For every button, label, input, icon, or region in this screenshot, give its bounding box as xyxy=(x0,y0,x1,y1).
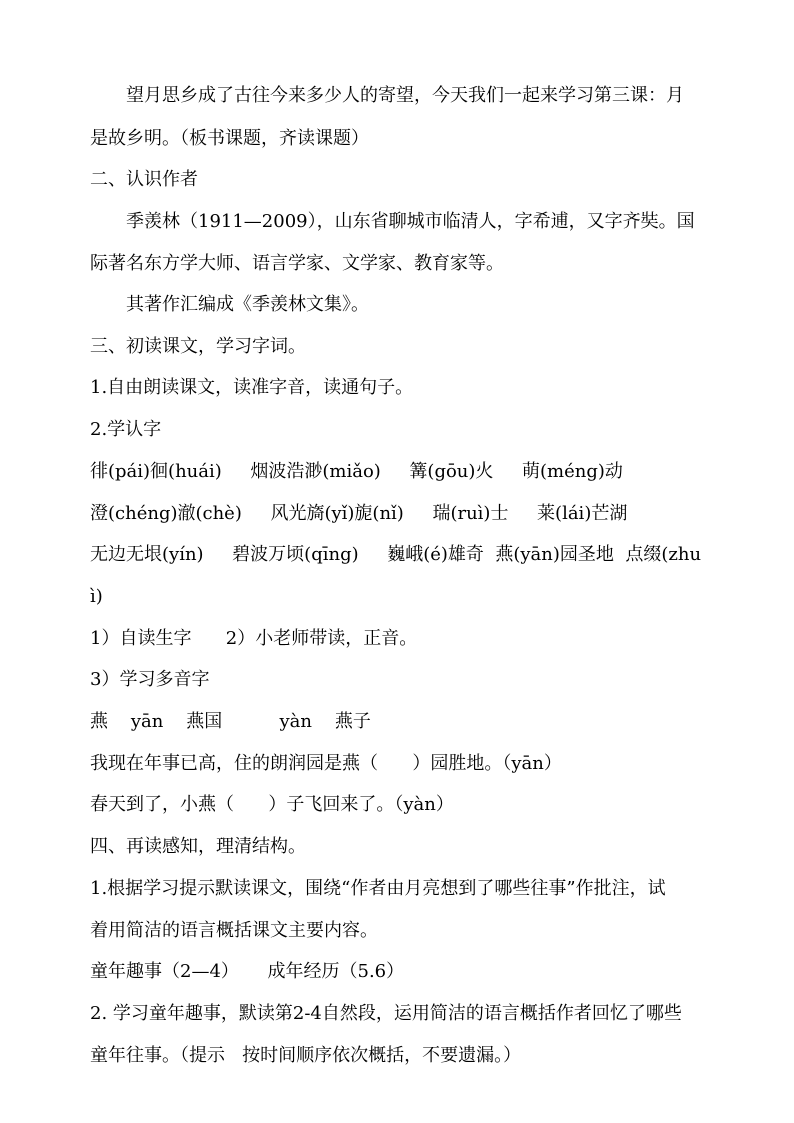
paragraph-line: 其著作汇编成《季羡林文集》。 xyxy=(126,294,369,315)
paragraph-line: 1.根据学习提示默读课文，围绕“作者由月亮想到了哪些往事”作批注，试 xyxy=(90,878,666,899)
paragraph-line: 2.学认字 xyxy=(90,419,162,440)
section-heading: 二、认识作者 xyxy=(90,169,198,190)
paragraph-line: 际著名东方学大师、语言学家、文学家、教育家等。 xyxy=(90,253,504,274)
vocabulary-line: 无边无垠(yín) 碧波万顷(qīng) 巍峨(é)雄奇 燕(yān)园圣地 点缀(zhu xyxy=(90,544,702,565)
vocabulary-line: ì) xyxy=(90,586,103,607)
vocabulary-line: 澄(chéng)澈(chè) 风光旖(yǐ)旎(nǐ) 瑞(ruì)士 莱(lái)芒湖 xyxy=(90,503,628,524)
paragraph-line: 我现在年事已高，住的朗润园是燕（ ）园胜地。（yān） xyxy=(90,753,562,774)
paragraph-line: 1）自读生字 2）小老师带读，正音。 xyxy=(90,628,418,649)
polyphone-line: 燕 yān 燕国 yàn 燕子 xyxy=(90,711,371,732)
paragraph-line: 春天到了，小燕（ ）子飞回来了。（yàn） xyxy=(90,794,454,815)
section-heading: 四、再读感知，理清结构。 xyxy=(90,836,306,857)
vocabulary-line: 徘(pái)徊(huái) 烟波浩渺(miǎo) 篝(gōu)火 萌(méng)动 xyxy=(90,461,623,482)
paragraph-line: 2. 学习童年趣事，默读第2-4自然段，运用简洁的语言概括作者回忆了哪些 xyxy=(90,1003,682,1024)
paragraph-line: 童年趣事（2—4） 成年经历（5.6） xyxy=(90,961,405,982)
paragraph-line: 童年往事。（提示 按时间顺序依次概括，不要遗漏。） xyxy=(90,1045,522,1066)
paragraph-line: 1.自由朗读课文，读准字音，读通句子。 xyxy=(90,377,414,398)
paragraph-line: 着用简洁的语言概括课文主要内容。 xyxy=(90,920,378,941)
paragraph-line: 是故乡明。（板书课题，齐读课题） xyxy=(90,128,369,149)
section-heading: 三、初读课文，学习字词。 xyxy=(90,336,306,357)
paragraph-line: 望月思乡成了古往今来多少人的寄望，今天我们一起来学习第三课：月 xyxy=(126,85,684,106)
paragraph-line: 3）学习多音字 xyxy=(90,669,210,690)
paragraph-line: 季羡林（1911—2009），山东省聊城市临清人，字希逋，又字齐奘。国 xyxy=(126,211,695,232)
